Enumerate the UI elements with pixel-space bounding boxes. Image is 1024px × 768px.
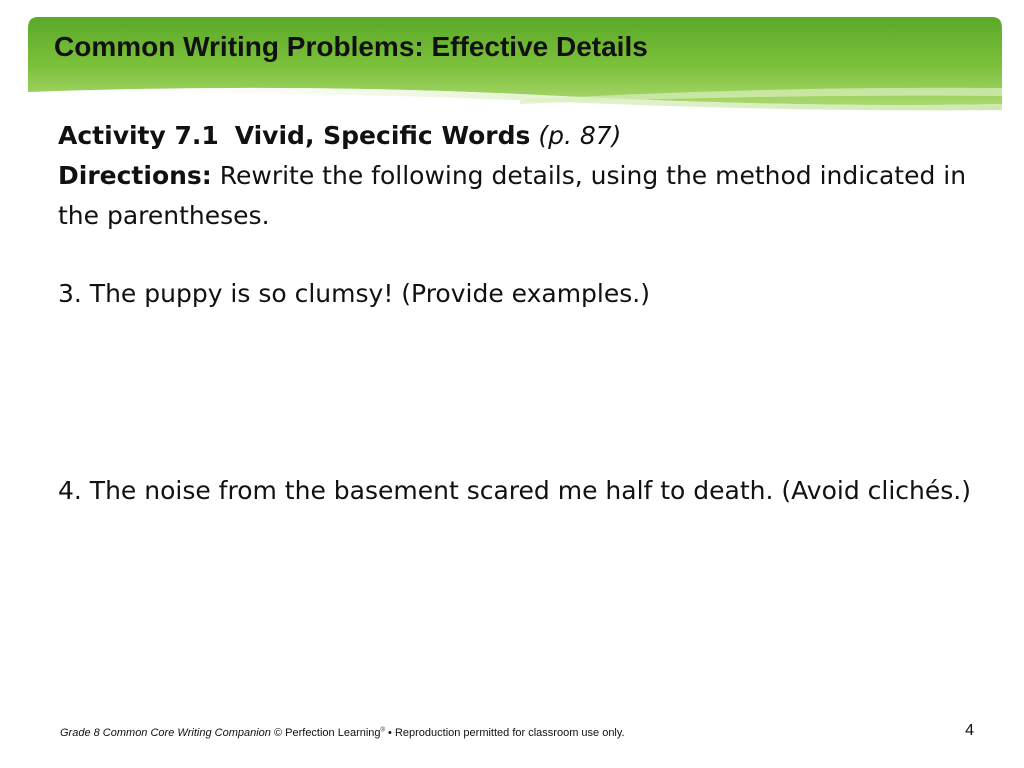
directions (58, 156, 988, 236)
activity-label: Activity 7.1 (58, 121, 219, 150)
directions-text: Rewrite the following details, using the method indicated in the parentheses. (58, 161, 967, 230)
slide-content (58, 116, 988, 511)
footer-citation (60, 727, 625, 739)
activity-name: Vivid, Specific Words (234, 121, 531, 150)
footer-notice: • Reproduction permitted for classroom use only. (388, 727, 625, 739)
title-banner (0, 0, 1024, 115)
footer-copyright: © Perfection Learning (273, 727, 381, 739)
footer-book-title: Grade 8 Common Core Writing Companion (60, 727, 271, 739)
slide-title: Common Writing Problems: Effective Details (54, 31, 648, 62)
list-item: 4. The noise from the basement scared me half to death. (Avoid clichés.) (58, 476, 971, 505)
page-number: 4 (965, 722, 974, 739)
footer-registered-mark: ® (380, 727, 385, 734)
directions-label: Directions: (58, 161, 212, 190)
list-item: 3. The puppy is so clumsy! (Provide examples.) (58, 279, 650, 308)
activity-page-ref: (p. 87) (538, 121, 622, 150)
activity-heading (58, 116, 988, 156)
